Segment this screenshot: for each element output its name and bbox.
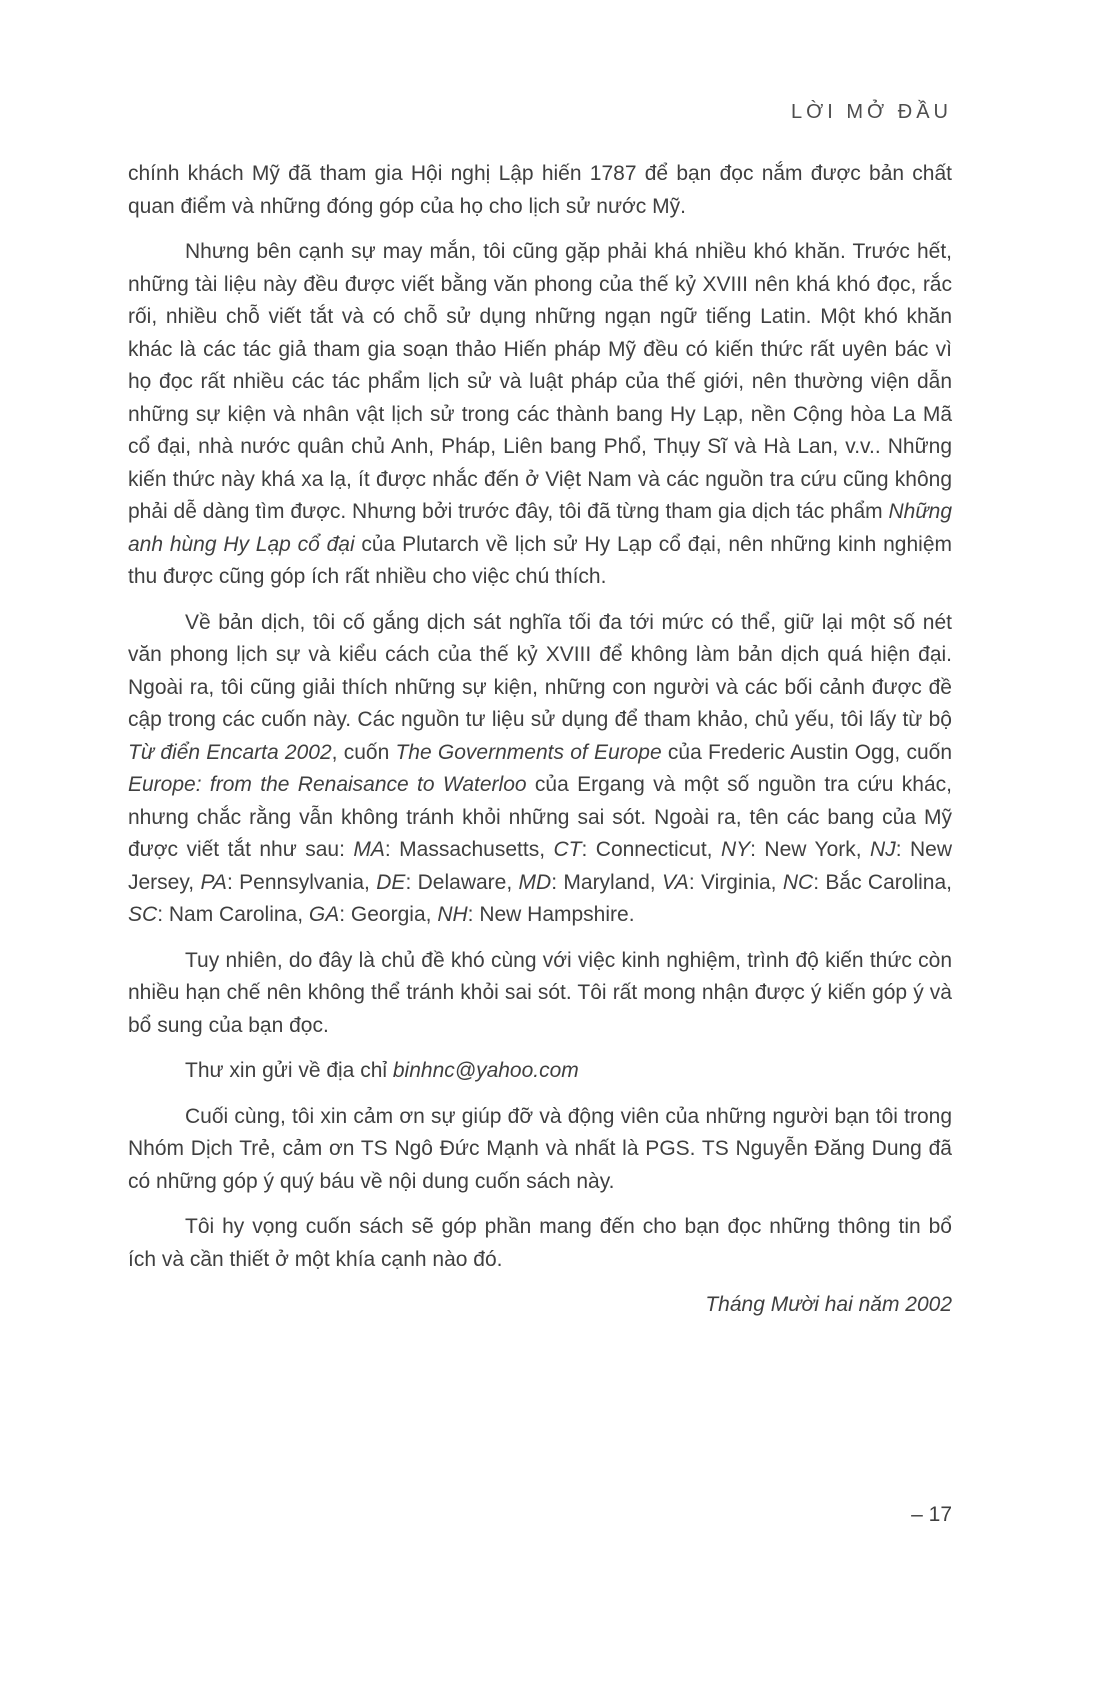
text-run: chính khách Mỹ đã tham gia Hội nghị Lập hiến 1787 để bạn đọc nắm được bản chất quan điểm và những đóng góp của họ cho lịch sử nước Mỹ. [128, 162, 952, 218]
page-number: – 17 [911, 1503, 952, 1526]
italic-text-run: PA [200, 870, 227, 894]
text-run: : Georgia, [339, 903, 438, 926]
text-run: : Pennsylvania, [226, 870, 377, 894]
running-header: LỜI MỞ ĐẦU [791, 101, 952, 123]
text-run: : Massachusetts, [384, 838, 554, 861]
italic-text-run: GA [308, 903, 340, 926]
italic-text-run: Những anh hùng Hy Lạp cổ đại [128, 500, 952, 556]
text-run: Về bản dịch, tôi cố gắng dịch sát nghĩa tối đa tới mức có thể, giữ lại một số nét văn phong lịch sự và kiểu cách của thế kỷ XVIII để không làm bản dịch quá hiện đại. Ngoài ra, tôi cũng giải thích những sự kiện, những con người và các bối cảnh được đề cập trong các cuốn này. Các nguồn tư liệu sử dụng để tham khảo, chủ yếu, tôi lấy từ bộ [128, 610, 952, 731]
paragraph [128, 607, 952, 932]
date-line: Tháng Mười hai năm 2002 [705, 1293, 952, 1316]
text-run: : New Hampshire. [467, 903, 635, 926]
italic-text-run: NC [782, 870, 814, 894]
italic-text-run: binhnc@yahoo.com [392, 1059, 579, 1082]
italic-text-run: NH [437, 903, 468, 926]
text-run: : Maryland, [551, 870, 662, 894]
italic-text-run: SC [128, 903, 158, 926]
text-run: Tuy nhiên, do đây là chủ đề khó cùng với việc kinh nghiệm, trình độ kiến thức còn nhiều hạn chế nên không thể tránh khỏi sai sót. Tôi rất mong nhận được ý kiến góp ý và bổ sung của bạn đọc. [128, 948, 952, 1037]
text-run: : New York, [750, 838, 871, 861]
paragraph [128, 1211, 952, 1276]
italic-text-run: MD [518, 870, 552, 894]
text-run: : Bắc Carolina, [813, 870, 952, 894]
text-run: của Ergang và một số nguồn tra cứu khác, nhưng chắc rằng vẫn không tránh khỏi những sai sót. Ngoài ra, tên các bang của Mỹ được viết tắt như sau: [128, 773, 952, 861]
italic-text-run: NY [720, 838, 751, 861]
paragraph [128, 1055, 952, 1088]
italic-text-run: VA [661, 870, 689, 894]
text-run: : Delaware, [405, 870, 519, 894]
italic-text-run: Europe: from the Renaisance to Waterloo [128, 773, 527, 796]
page-body [128, 158, 952, 1322]
text-run: của Plutarch về lịch sử Hy Lạp cổ đại, nên những kinh nghiệm thu được cũng góp ích rất nhiều cho việc chú thích. [128, 532, 952, 588]
paragraph [128, 236, 952, 594]
text-run: : Nam Carolina, [157, 903, 309, 926]
text-run: : Virginia, [688, 870, 783, 894]
italic-text-run: CT [553, 838, 582, 861]
paragraph [128, 1101, 952, 1199]
text-run: Tôi hy vọng cuốn sách sẽ góp phần mang đến cho bạn đọc những thông tin bổ ích và cần thiết ở một khía cạnh nào đó. [128, 1215, 952, 1271]
text-run: Thư xin gửi về địa chỉ [185, 1059, 393, 1082]
paragraph [128, 158, 952, 223]
italic-text-run: Từ điển Encarta 2002 [128, 740, 332, 764]
text-run: Cuối cùng, tôi xin cảm ơn sự giúp đỡ và động viên của những người bạn tôi trong Nhóm Dịch Trẻ, cảm ơn TS Ngô Đức Mạnh và nhất là PGS. TS Nguyễn Đăng Dung đã có những góp ý quý báu về nội dung cuốn sách này. [128, 1104, 952, 1193]
paragraph [128, 945, 952, 1043]
text-run: Nhưng bên cạnh sự may mắn, tôi cũng gặp phải khá nhiều khó khăn. Trước hết, những tài liệu này đều được viết bằng văn phong của thế kỷ XVIII nên khá khó đọc, rắc rối, nhiều chỗ viết tắt và có chỗ sử dụng những ngạn ngữ tiếng Latin. Một khó khăn khác là các tác giả tham gia soạn thảo Hiến pháp Mỹ đều có kiến thức rất uyên bác vì họ đọc rất nhiều các tác phẩm lịch sử và luật pháp của thế giới, nên thường viện dẫn những sự kiện và nhân vật lịch sử trong các thành bang Hy Lạp, nền Cộng hòa La Mã cổ đại, nhà nước quân chủ Anh, Pháp, Liên bang Phổ, Thụy Sĩ và Hà Lan, v.v.. Những kiến thức này khá xa lạ, ít được nhắc đến ở Việt Nam và các nguồn tra cứu cũng không phải dễ dàng tìm được. Nhưng bởi trước đây, tôi đã từng tham gia dịch tác phẩm [128, 240, 952, 523]
text-run: : New Jersey, [128, 838, 952, 894]
text-run: , cuốn [331, 740, 396, 764]
italic-text-run: NJ [870, 838, 896, 861]
text-run: : Connecticut, [581, 838, 721, 861]
italic-text-run: MA [353, 838, 385, 861]
italic-text-run: The Governments of Europe [395, 740, 662, 764]
text-run: của Frederic Austin Ogg, cuốn [661, 740, 952, 764]
italic-text-run: DE [376, 870, 406, 894]
